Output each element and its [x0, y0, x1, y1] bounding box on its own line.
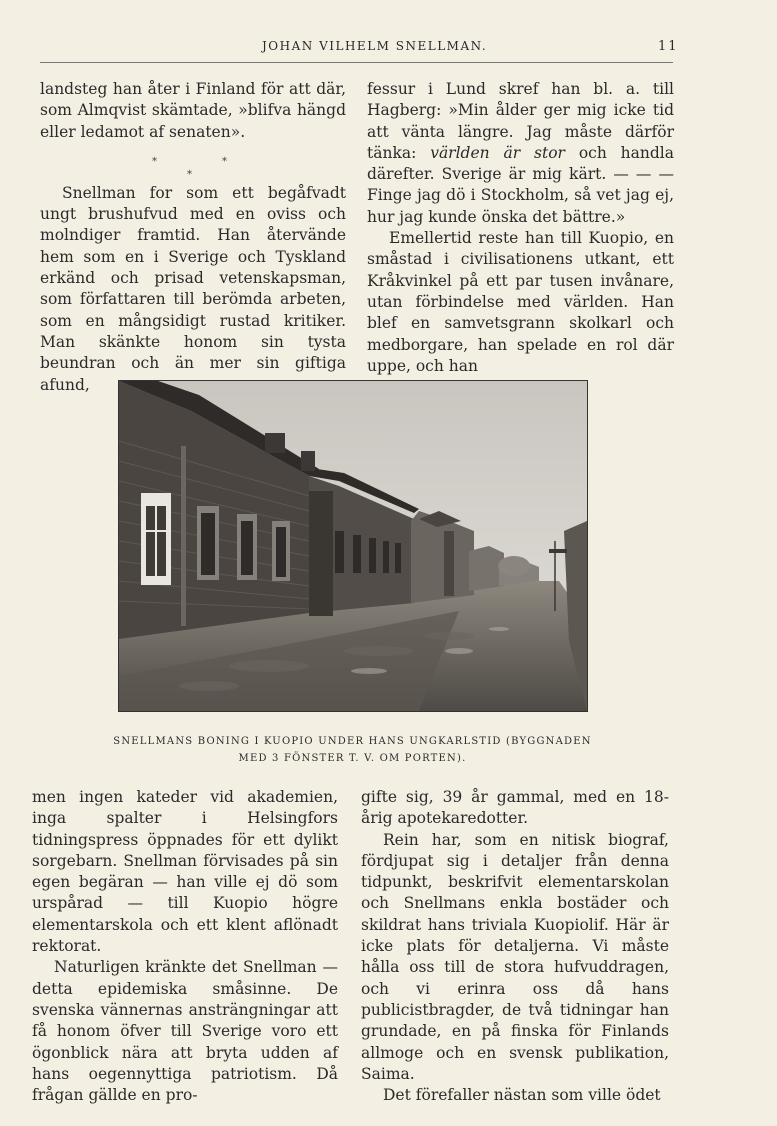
street-photograph [118, 380, 588, 712]
page-number: 11 [658, 39, 679, 54]
asterisk-ornament: ⁎ [222, 152, 227, 164]
paragraph: men ingen kateder vid akademien, inga spalter i Helsingfors tidningspress öppnades för ett dylikt sorgebarn. Snellman förvisades på sin egen begäran — han ville ej dö som urspårad — till Kuopio högre elementarskola och ett klent aflönadt rektorat. [32, 788, 338, 956]
column-bottom-left [32, 787, 338, 1106]
column-top-left [40, 79, 346, 396]
header-rule [40, 62, 673, 63]
asterisk-ornament: ⁎ [152, 152, 157, 164]
section-asterisks [40, 143, 346, 162]
asterisk-ornament: ⁎ [187, 165, 192, 177]
paragraph: Naturligen kränkte det Snellman — detta epidemiska småsinne. De svenska vännernas ansträngningar att få honom öfver till Sverige voro ett ögonblick nära att bryta udden af hans oegennyttiga patriotism. Då frågan gällde en pro- [32, 958, 338, 1105]
text-run: och handla därefter. Sverige är mig kärt. — — — Finge jag dö i Stockholm, så vet jag ej, hur jag kunde önska det bättre.» [367, 143, 674, 226]
paragraph: Rein har, som en nitisk biograf, fördjupat sig i detaljer från denna tidpunkt, beskrifvit elementarskolan och Snellmans enkla bostäder och skildrat hans triviala Kuopiolif. Här är icke plats för detaljerna. Vi måste hålla oss till de stora hufvuddragen, och vi erinra oss då hans publicistbragder, de två tidningar han grundade, en på finska för Finlands allmoge och en svensk publikation, Saima. [361, 830, 669, 1083]
running-header: JOHAN VILHELM SNELLMAN. [262, 39, 488, 53]
figure-caption: SNELLMANS BONING I KUOPIO UNDER HANS UNGKARLSTID (BYGGNADEN MED 3 FÖNSTER T. V. OM PORTEN). [113, 736, 592, 764]
paragraph: Snellman for som ett begåfvadt ungt brushufvud med en oviss och molndiger framtid. Han återvände hem som en i Sverige och Tyskland erkänd och prisad vetenskapsman, som författaren till berömda arbeten, som en mångsidigt rustad kritiker. Man skänkte honom sin tysta beundran och än mer sin giftiga afund, [40, 183, 346, 394]
paragraph: Det förefaller nästan som ville ödet [383, 1086, 661, 1105]
paragraph: Emellertid reste han till Kuopio, en småstad i civilisationens utkant, ett Kråkvinkel på ett par tusen invånare, utan förbindelse med världen. Han blef en samvetsgrann skolkarl och medborgare, han spelade en rol där uppe, och han [367, 229, 674, 375]
italic-phrase: världen är stor [430, 143, 565, 162]
paragraph [367, 79, 674, 228]
column-top-right [367, 79, 674, 377]
paragraph: landsteg han åter i Finland för att där, som Almqvist skämtade, »blifva hängd eller ledamot af senaten». [40, 80, 346, 141]
section-asterisks [40, 162, 346, 183]
paragraph: gifte sig, 39 år gammal, med en 18-årig apotekaredotter. [361, 788, 669, 828]
text-run: fessur i Lund skref han bl. a. till Hagberg: »Min ålder ger mig icke tid att vänta längre. Jag måste därför tänka: [367, 80, 674, 162]
column-bottom-right [361, 787, 669, 1106]
photo-illustration [119, 381, 587, 711]
